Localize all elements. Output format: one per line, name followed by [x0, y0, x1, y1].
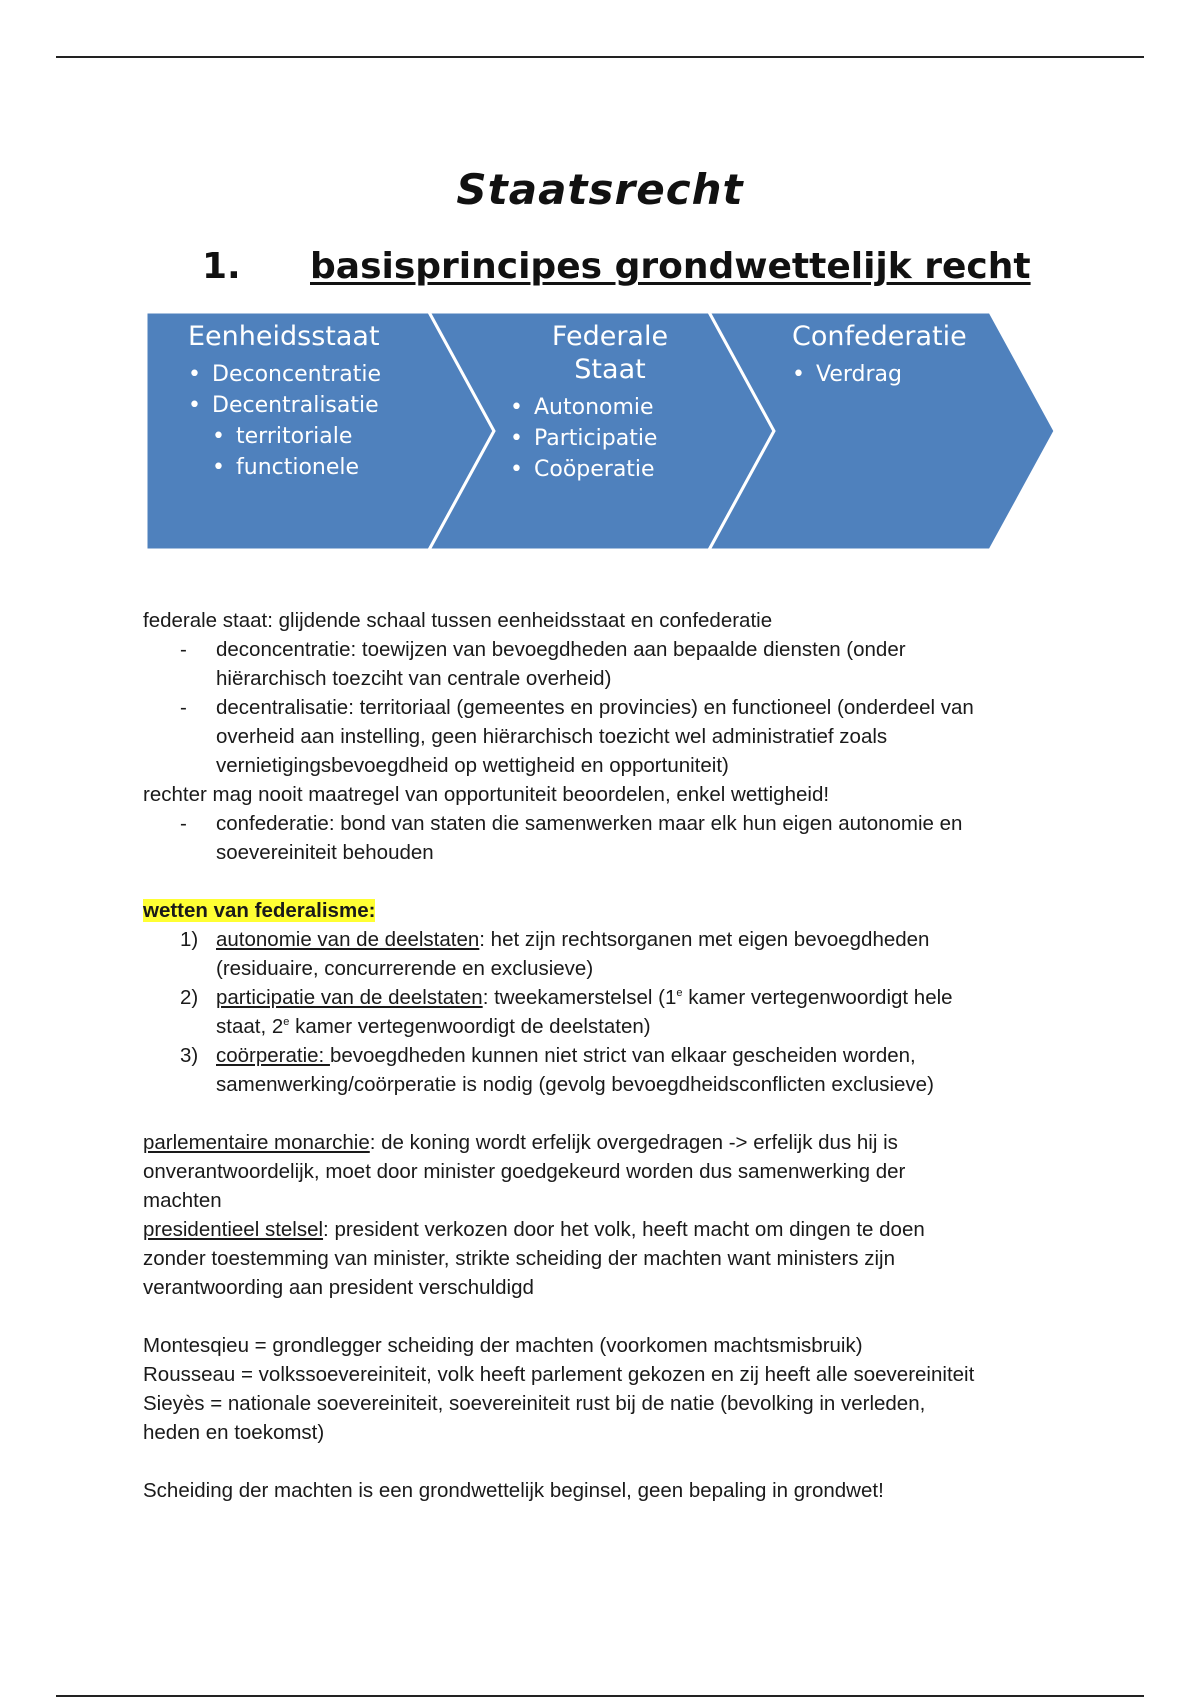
- stage-subitem: • functionele: [188, 452, 381, 483]
- superscript: e: [676, 987, 683, 1000]
- page-title: Staatsrecht: [456, 165, 744, 214]
- definition: bevoegdheden kunnen niet strict van elkaar gescheiden worden,: [329, 1044, 916, 1067]
- term: autonomie van de deelstaten: [216, 928, 480, 951]
- stage-item: • Decentralisatie: [188, 390, 381, 421]
- stage-item: • Autonomie: [510, 392, 710, 423]
- term: presidentieel stelsel: [143, 1218, 324, 1241]
- term: participatie van de deelstaten: [216, 986, 483, 1009]
- number-marker: 1): [180, 928, 199, 951]
- list-item: [143, 809, 1063, 867]
- paragraph: Scheiding der machten is een grondwettelijk beginsel, geen bepaling in grondwet!: [143, 1479, 884, 1502]
- dash-marker: -: [180, 638, 187, 661]
- stage-item: • Verdrag: [792, 359, 967, 390]
- stage-federale-staat: [510, 320, 710, 485]
- dash-marker: -: [180, 812, 187, 835]
- chevron-diagram: [144, 310, 1058, 560]
- stage-title: Confederatie: [792, 321, 967, 352]
- stage-title: Eenheidsstaat: [188, 321, 380, 352]
- bottom-rule: [56, 1695, 1144, 1697]
- section-heading: [202, 246, 1102, 287]
- number-marker: 2): [180, 986, 199, 1009]
- paragraph: rechter mag nooit maatregel van opportuniteit beoordelen, enkel wettigheid!: [143, 783, 830, 806]
- stage-item: • Coöperatie: [510, 454, 710, 485]
- stage-item: • Participatie: [510, 423, 710, 454]
- paragraph-line: heden en toekomst): [143, 1421, 325, 1444]
- list-line: (residuaire, concurrerende en exclusieve): [216, 957, 594, 980]
- top-rule: [56, 56, 1144, 58]
- numbered-item: [143, 925, 1063, 983]
- stage-item: • Deconcentratie: [188, 359, 381, 390]
- body-text: [143, 606, 1063, 1505]
- paragraph-line: verantwoording aan president verschuldigd: [143, 1276, 534, 1299]
- number-marker: 3): [180, 1044, 199, 1067]
- paragraph-line: zonder toestemming van minister, strikte scheiding der machten want ministers zijn: [143, 1247, 895, 1270]
- list-line: confederatie: bond van staten die samenwerken maar elk hun eigen autonomie en: [216, 812, 963, 835]
- dash-marker: -: [180, 696, 187, 719]
- numbered-item: [143, 983, 1063, 1041]
- list-line: overheid aan instelling, geen hiërarchisch toezicht wel administratief zoals: [216, 725, 888, 748]
- heading-text: basisprincipes grondwettelijk recht: [310, 246, 1031, 287]
- list-line: decentralisatie: territoriaal (gemeentes en provincies) en functioneel (onderdeel van: [216, 696, 974, 719]
- stage-eenheidsstaat: [188, 320, 381, 483]
- definition: staat, 2: [216, 1015, 284, 1038]
- definition: kamer vertegenwoordigt de deelstaten): [289, 1015, 651, 1038]
- list-item: [143, 635, 1063, 693]
- list-line: deconcentratie: toewijzen van bevoegdheden aan bepaalde diensten (onder: [216, 638, 906, 661]
- stage-confederatie: [792, 320, 967, 390]
- list-line: vernietigingsbevoegdheid op wettigheid en opportuniteit): [216, 754, 729, 777]
- list-line: hiërarchisch toezciht van centrale overheid): [216, 667, 612, 690]
- paragraph-line: Montesqieu = grondlegger scheiding der machten (voorkomen machtsmisbruik): [143, 1334, 863, 1357]
- paragraph: federale staat: glijdende schaal tussen eenheidsstaat en confederatie: [143, 609, 773, 632]
- highlighted-heading: wetten van federalisme:: [143, 899, 376, 922]
- list-item: [143, 693, 1063, 780]
- heading-number: 1.: [202, 246, 241, 287]
- list-line: soevereiniteit behouden: [216, 841, 434, 864]
- term: coörperatie:: [216, 1044, 330, 1067]
- term: parlementaire monarchie: [143, 1131, 370, 1154]
- numbered-item: [143, 1041, 1063, 1099]
- definition: : tweekamerstelsel (1: [482, 986, 677, 1009]
- stage-title-line1: Federale: [551, 321, 669, 352]
- stage-subitem: • territoriale: [188, 421, 381, 452]
- definition: : het zijn rechtsorganen met eigen bevoegdheden: [479, 928, 930, 951]
- definition: kamer vertegenwoordigt hele: [682, 986, 953, 1009]
- definition: : president verkozen door het volk, heeft macht om dingen te doen: [323, 1218, 925, 1241]
- stage-title-line2: Staat: [574, 354, 646, 385]
- paragraph-line: Sieyès = nationale soevereiniteit, soevereiniteit rust bij de natie (bevolking in verleden,: [143, 1392, 926, 1415]
- paragraph-line: onverantwoordelijk, moet door minister goedgekeurd worden dus samenwerking der: [143, 1160, 906, 1183]
- paragraph-line: Rousseau = volkssoevereiniteit, volk heeft parlement gekozen en zij heeft alle soevereiniteit: [143, 1363, 975, 1386]
- superscript: e: [283, 1016, 290, 1029]
- definition: : de koning wordt erfelijk overgedragen -> erfelijk dus hij is: [369, 1131, 898, 1154]
- list-line: samenwerking/coörperatie is nodig (gevolg bevoegdheidsconflicten exclusieve): [216, 1073, 934, 1096]
- paragraph-line: machten: [143, 1189, 222, 1212]
